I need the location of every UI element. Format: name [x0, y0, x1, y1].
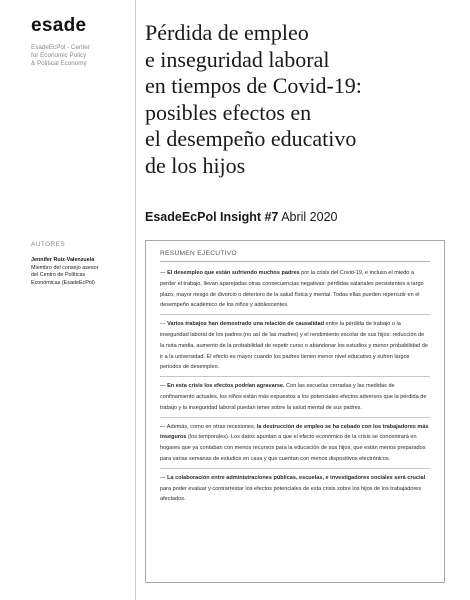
insight-line: [145, 210, 337, 224]
title-line: e inseguridad laboral: [145, 46, 330, 72]
bullet-lead: El desempleo que están sufriendo muchos padres: [167, 270, 300, 276]
summary-title-rule: [160, 261, 430, 262]
title-line: posibles efectos en: [145, 99, 312, 125]
author-role-line: Económicas (EsadeEcPol): [31, 279, 95, 286]
tagline-line: & Political Economy: [31, 60, 87, 67]
summary-bullet: [160, 381, 430, 413]
insight-date: Abril 2020: [281, 210, 338, 224]
bullet-text: para poder evaluar y contrarrestar los efectos potenciales de esta crisis sobre los hijos de los trabajadores afectados.: [160, 485, 422, 503]
bullet-separator: [160, 417, 430, 418]
bullet-dash: —: [160, 474, 168, 481]
sidebar: [0, 0, 140, 600]
insight-series: EsadeEcPol Insight #7: [145, 210, 279, 224]
tagline-line: EsadeEcPol - Center: [31, 44, 90, 51]
bullet-separator: [160, 376, 430, 377]
sidebar-divider: [135, 0, 136, 600]
bullet-separator: [160, 314, 430, 315]
bullet-text: entre la pérdida de trabajo o la inseguridad laboral de los padres (no así de las madres) y el rendimiento escolar de sus hijos: reducción de la nota media, aumento de la probabilidad de repetir curso o abandonar los estudios y menor probabilidad de ir a la universidad. El efecto es mayor cuando los padres tienen menor nivel educativo y sufren largos periodos de desempleo.: [160, 321, 428, 371]
summary-bullets: [160, 268, 430, 505]
author-role-line: Miembro del consejo asesor: [31, 264, 99, 271]
summary-bullet: [160, 319, 430, 373]
bullet-text: (los temporales). Los datos apuntan a que el efecto económico de la crisis se concentrará en hogares que ya contaban con menos recursos para la educación de sus hijos, que están menos preparados para varias semanas de estudios en casa y que cuentan con menos dispositivos electrónicos.: [160, 434, 426, 462]
title-line: en tiempos de Covid-19:: [145, 73, 362, 98]
center-tagline: [31, 44, 131, 68]
authors-label: AUTORES: [31, 241, 66, 248]
document-title: [145, 20, 465, 179]
bullet-text: por la crisis del Covid-19, e incluso el miedo a perder el trabajo, llevan aparejadas otras consecuencias negativas: pérdidas salariales persistentes a largo plazo, mayor riesgo de divorcio o deterioro de la salud física y mental. Todas ellas pueden repercutir en el desempeño académico de los niños y adolescentes.: [160, 270, 424, 309]
summary-bullet: [160, 422, 430, 465]
author-name: Jennifer Ruiz-Valenzuela: [31, 257, 95, 263]
bullet-text: Con las escuelas cerradas y las medidas de confinamiento actuales, los niños están más expuestos a los potenciales efectos adversos que la pérdida de trabajo y la inseguridad laboral puedan tener sobre la salud mental de sus padres.: [160, 383, 427, 411]
author-role-line: del Centro de Políticas: [31, 272, 86, 279]
bullet-lead: la destrucción de empleo se ha cebado con los trabajadores más inseguros: [160, 423, 429, 441]
title-line: Pérdida de empleo: [145, 20, 309, 45]
bullet-lead: En esta crisis los efectos podrían agravarse.: [167, 383, 285, 390]
esade-logo: esade: [31, 15, 87, 36]
summary-bullet: [160, 473, 430, 505]
bullet-separator: [160, 468, 430, 469]
author-info: [31, 257, 131, 287]
tagline-line: for Economic Policy: [31, 52, 87, 59]
bullet-dash: —: [160, 321, 168, 328]
bullet-lead: Varios trabajos han demostrado una relación de causalidad: [167, 321, 324, 328]
summary-title: RESUMEN EJECUTIVO: [160, 250, 237, 257]
bullet-pre: Además, como en otras recesiones,: [166, 423, 257, 430]
summary-bullet: [160, 268, 430, 311]
bullet-dash: —: [160, 383, 168, 390]
title-line: de los hijos: [145, 152, 246, 178]
bullet-dash: —: [160, 423, 167, 430]
bullet-lead: La colaboración entre administraciones públicas, escuelas, e investigadores sociales será crucial: [167, 474, 426, 481]
executive-summary-box: [145, 240, 445, 583]
bullet-dash: —: [160, 270, 168, 276]
title-line: el desempeño educativo: [145, 126, 357, 151]
